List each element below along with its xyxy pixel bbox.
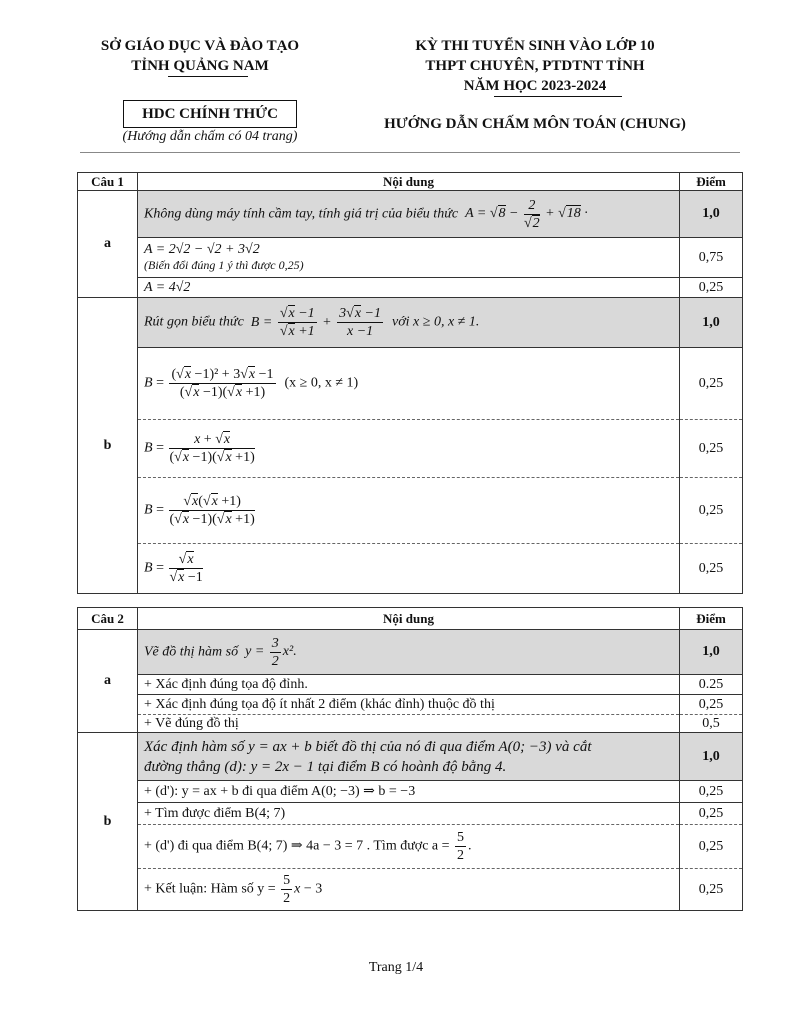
q1b-label: b (78, 298, 138, 594)
q2b-item1: + (d'): y = ax + b đi qua điểm A(0; −3) ⇒ b = −3 (138, 781, 680, 803)
q2a-prompt-row (78, 630, 743, 675)
q1a-step1-expr: A = 2√2 − √2 + 3√2 (144, 242, 260, 257)
q2a-item2-row (78, 695, 743, 715)
q2a-prompt-text: Vẽ đồ thị hàm số (144, 644, 239, 660)
q1a-label: a (78, 191, 138, 298)
q1b-step4-points: 0,25 (680, 544, 743, 594)
q1a-expression: A = √8 − $\frac{2}{√2}$ + √18 · (465, 197, 588, 231)
col-question: Câu 1 (78, 173, 138, 191)
question-1-table (77, 172, 743, 594)
q2a-label: a (78, 630, 138, 733)
q2b-label: b (78, 733, 138, 911)
issuer-line1: SỞ GIÁO DỤC VÀ ĐÀO TẠO (100, 38, 300, 54)
exam-line1: KỲ THI TUYỂN SINH VÀO LỚP 10 (415, 38, 655, 54)
q1b-prompt-text: Rút gọn biểu thức (144, 314, 244, 330)
q2b-item2-points: 0,25 (680, 803, 743, 825)
q2a-item3: + Vẽ đúng đồ thị (138, 715, 680, 733)
q2b-item3-points: 0,25 (680, 825, 743, 869)
q2b-item2: + Tìm được điểm B(4; 7) (138, 803, 680, 825)
q1b-step3-row (78, 478, 743, 544)
q1b-step2-row (78, 420, 743, 478)
year-underline (494, 96, 622, 97)
doc-title: HƯỚNG DẪN CHẤM MÔN TOÁN (CHUNG) (384, 116, 686, 132)
q2b-item3: + (d') đi qua điểm B(4; 7) ⇒ 4a − 3 = 7 . Tìm được a = $\frac{5}{2}$ . (138, 825, 680, 869)
q2b-prompt-row (78, 733, 743, 781)
col-content: Nội dung (138, 173, 680, 191)
q1a-step1-row (78, 238, 743, 278)
q2a-item1-points: 0.25 (680, 675, 743, 695)
exam-line2: THPT CHUYÊN, PTDTNT TỈNH (425, 58, 645, 74)
q2a-prompt-points: 1,0 (680, 630, 743, 675)
q2b-prompt (138, 733, 680, 781)
q1b-prompt-row (78, 298, 743, 348)
exam-block (345, 36, 725, 96)
exam-line3: NĂM HỌC 2023-2024 (463, 78, 607, 94)
q2a-item1-row (78, 675, 743, 695)
q2b-item4-fraction: $\frac{5}{2}$ (283, 873, 291, 906)
q2a-item2: + Xác định đúng tọa độ ít nhất 2 điểm (khác đỉnh) thuộc đồ thị (138, 695, 680, 715)
q1a-step2-row (78, 278, 743, 298)
issuer-underline (168, 76, 248, 77)
header-divider (80, 152, 740, 153)
q1b-prompt (138, 298, 680, 348)
q1a-step2: A = 4√2 (138, 278, 680, 298)
q1a-step1-note: (Biến đổi đúng 1 ý thì được 0,25) (144, 258, 304, 272)
q1a-prompt-text: Không dùng máy tính cầm tay, tính giá trị của biểu thức (144, 206, 459, 222)
q2b-prompt-line2: đường thẳng (d): y = 2x − 1 tại điểm B có hoành độ bằng 4. (144, 758, 507, 775)
col-points: Điểm (680, 608, 743, 630)
col-points: Điểm (680, 173, 743, 191)
q2b-item3-fraction: $\frac{5}{2}$ (457, 830, 465, 863)
q2a-item3-row (78, 715, 743, 733)
q2a-item2-points: 0,25 (680, 695, 743, 715)
q1a-step1-points: 0,75 (680, 238, 743, 278)
col-question: Câu 2 (78, 608, 138, 630)
q2a-function: y = $\frac{3}{2}$ x². (245, 635, 297, 669)
q1b-step1-row (78, 348, 743, 420)
q2a-prompt (138, 630, 680, 675)
q2b-item4-points: 0,25 (680, 869, 743, 911)
q1b-step3: B = $\frac{√x(√x +1)}{(√x -1)(√x +1)}$ (138, 478, 680, 544)
q1a-prompt-row (78, 191, 743, 238)
q1b-prompt-cond: với x ≥ 0, x ≠ 1. (391, 314, 480, 330)
col-content: Nội dung (138, 608, 680, 630)
q1b-step1: B = $\frac{\text{(√x −1)² + 3√x −1}}{(√x -1)(√x +1)}$ (x ≥ 0, x ≠ 1) (138, 348, 680, 420)
q1b-step1-cond: (x ≥ 0, x ≠ 1) (284, 375, 359, 391)
q2b-prompt-line1: Xác định hàm số y = ax + b biết đồ thị của nó đi qua điểm A(0; −3) và cắt (144, 738, 592, 755)
question-2-table (77, 607, 743, 911)
q2b-item1-row (78, 781, 743, 803)
q1b-step4: B = $\frac{√x}{√x -1}$ (138, 544, 680, 594)
issuer-line2: TỈNH QUẢNG NAM (131, 58, 269, 74)
q1a-step2-points: 0,25 (680, 278, 743, 298)
official-badge: HDC CHÍNH THỨC (123, 100, 297, 128)
q2b-item3-row (78, 825, 743, 869)
q2b-item4-row (78, 869, 743, 911)
q1a-prompt (138, 191, 680, 238)
table-header (78, 608, 743, 630)
q1b-prompt-points: 1,0 (680, 298, 743, 348)
page-count-note: (Hướng dẫn chấm có 04 trang) (122, 129, 298, 144)
q1b-step2: B = $\frac{x + √x}{(√x -1)(√x +1)}$ (138, 420, 680, 478)
page-number: Trang 1/4 (368, 960, 424, 975)
q1b-expression: B = $\frac{√x -1}{√x +1}$ + $\frac{3√x -1}{x -1}$ (250, 306, 381, 339)
q2b-prompt-points: 1,0 (680, 733, 743, 781)
q1b-step4-row (78, 544, 743, 594)
q2b-item4: + Kết luận: Hàm số y = $\frac{5}{2}$ x − 3 (138, 869, 680, 911)
q1b-step2-points: 0,25 (680, 420, 743, 478)
q1a-step1 (138, 238, 680, 278)
q2b-item1-points: 0,25 (680, 781, 743, 803)
issuer-block (80, 36, 320, 76)
q1a-prompt-points: 1,0 (680, 191, 743, 238)
q1b-step1-points: 0,25 (680, 348, 743, 420)
q2a-item1: + Xác định đúng tọa độ đỉnh. (138, 675, 680, 695)
table-header (78, 173, 743, 191)
q2a-item3-points: 0,5 (680, 715, 743, 733)
q2b-item4-text: + Kết luận: Hàm số y = (144, 881, 276, 897)
q2b-item2-row (78, 803, 743, 825)
q1b-step3-points: 0,25 (680, 478, 743, 544)
q2b-item3-text: + (d') đi qua điểm B(4; 7) ⇒ 4a − 3 = 7 . Tìm được a = (144, 838, 450, 854)
